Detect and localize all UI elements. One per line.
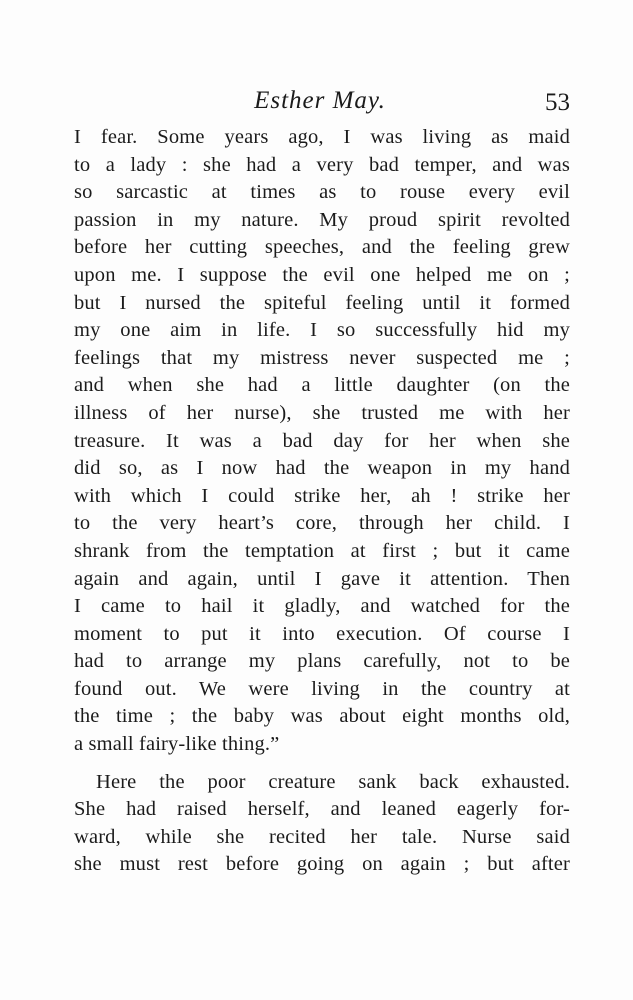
text-line: passion in my nature. My proud spirit revolted	[74, 208, 570, 231]
text-line: my one aim in life. I so successfully hid my	[74, 319, 570, 342]
page-number: 53	[545, 89, 570, 116]
running-title: Esther May.	[254, 87, 386, 114]
text-line: shrank from the temptation at first ; but it came	[74, 539, 570, 562]
text-line: feelings that my mistress never suspected me ;	[74, 346, 570, 369]
text-line: with which I could strike her, ah ! strike her	[74, 484, 570, 507]
text-line: Here the poor creature sank back exhausted.	[96, 770, 570, 793]
text-line: had to arrange my plans carefully, not to be	[74, 650, 570, 673]
text-line: illness of her nurse), she trusted me with her	[74, 401, 570, 424]
paragraph	[74, 769, 570, 879]
text-line: found out. We were living in the country at	[74, 677, 570, 700]
text-line: moment to put it into execution. Of course I	[74, 622, 570, 645]
text-line: but I nursed the spiteful feeling until it formed	[74, 291, 570, 314]
text-line: so sarcastic at times as to rouse every evil	[74, 181, 570, 204]
text-line: again and again, until I gave it attention. Then	[74, 567, 570, 590]
text-line: treasure. It was a bad day for her when she	[74, 429, 570, 452]
text-line: the time ; the baby was about eight months old,	[74, 705, 570, 728]
paragraph	[74, 124, 570, 759]
text-line: before her cutting speeches, and the feeling grew	[74, 236, 570, 259]
text-line: I fear. Some years ago, I was living as maid	[74, 126, 570, 148]
text-line: upon me. I suppose the evil one helped me on ;	[74, 263, 570, 286]
text-line: did so, as I now had the weapon in my hand	[74, 457, 570, 480]
text-line: She had raised herself, and leaned eagerly for-	[74, 798, 570, 821]
text-line: she must rest before going on again ; but after	[74, 853, 570, 876]
body-text	[74, 124, 570, 879]
text-line: to the very heart’s core, through her child. I	[74, 512, 570, 535]
text-line: and when she had a little daughter (on the	[74, 374, 570, 397]
text-line: ward, while she recited her tale. Nurse said	[74, 825, 570, 848]
text-line: to a lady : she had a very bad temper, and was	[74, 153, 570, 176]
text-line: I came to hail it gladly, and watched for the	[74, 595, 570, 618]
text-line: a small fairy-like thing.”	[74, 733, 280, 756]
paragraph-gap	[74, 759, 570, 769]
